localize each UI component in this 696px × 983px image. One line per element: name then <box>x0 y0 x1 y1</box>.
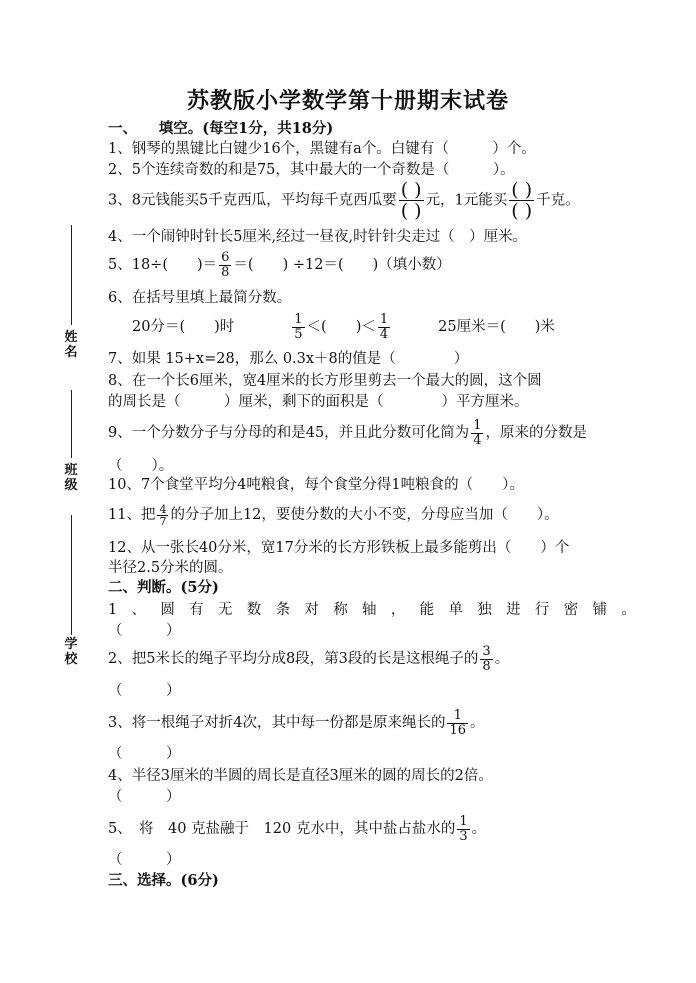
question-1-10: 10、7个食堂平均分4吨粮食，每个食堂分得1吨粮食的（ ）。 <box>108 477 524 493</box>
fraction-3-8: $\frac{3}{8}$ <box>482 643 491 674</box>
judgement-3: 3、将一根绳子对折4次，其中每一份都是原来绳长的 $\frac{1}{16}$ 。 <box>108 707 485 738</box>
question-1-11: 11、把 $\frac{4}{7}$ 的分子加上12，要使分数的大小不变，分母应当加（ ）。 <box>108 502 559 528</box>
q3-text-a: 3、8元钱能买5千克西瓜，平均每千克西瓜要 <box>108 192 397 209</box>
page-title: 苏教版小学数学第十册期末试卷 <box>186 88 509 114</box>
binding-line-middle <box>71 390 72 458</box>
judgement-2-answer: （ ） <box>108 683 181 699</box>
question-1-2: 2、5个连续奇数的和是75，其中最大的一个奇数是（ ）。 <box>108 162 515 178</box>
question-1-9: 9、一个分数分子与分母的和是45，并且此分数可化简为 $\frac{1}{4}$ ，原来的分数是 <box>108 417 587 448</box>
judgement-1: 1 、 圆 有 无 数 条 对 称 轴 ， 能 单 独 进 行 密 铺 。 <box>108 602 636 618</box>
judgement-5: 5、 将 40 克盐融于 120 克水中，其中盐占盐水的 $\frac{1}{3}$ 。 <box>108 813 487 844</box>
fraction-1-5: $\frac{1}{5}$ <box>294 311 303 342</box>
binding-line-bottom <box>71 515 72 635</box>
binding-line-top <box>71 225 72 325</box>
question-1-12-line-1: 12、从一张长40分米，宽17分米的长方形铁板上最多能剪出（ ）个 <box>108 540 570 556</box>
side-label-class: 班级 <box>64 463 78 493</box>
judgement-3-answer: （ ） <box>108 746 181 762</box>
side-label-school: 学校 <box>64 637 78 667</box>
side-label-name: 姓名 <box>64 330 78 360</box>
fraction-1-16: $\frac{1}{16}$ <box>449 707 466 738</box>
q3-blank-fraction-2: $\frac{( )}{( )}$ <box>511 179 533 222</box>
question-1-3 <box>108 180 648 221</box>
fraction-4-7: $\frac{4}{7}$ <box>159 502 167 528</box>
fraction-1-4: $\frac{1}{4}$ <box>379 311 389 342</box>
question-1-6-items: 20分＝( )时 $\frac{1}{5}$ ＜( )＜ $\frac{1}{4}$ 25厘米＝( )米 <box>132 311 555 342</box>
section-3-header: 三、选择。(6分) <box>108 872 219 889</box>
question-1-5: 5、18÷( )＝ $\frac{6}{8}$ ＝( ) ÷12＝( )（填小数） <box>108 249 451 280</box>
judgement-2: 2、把5米长的绳子平均分成8段，第3段的长是这根绳子的 $\frac{3}{8}$ 。 <box>108 643 510 674</box>
judgement-4: 4、半径3厘米的半圆的周长是直径3厘米的圆的周长的2倍。 <box>108 768 493 784</box>
question-1-8-line-1: 8、在一个长6厘米，宽4厘米的长方形里剪去一个最大的圆，这个圆 <box>108 373 542 389</box>
question-1-4: 4、一个闹钟时针长5厘米,经过一昼夜,时针针尖走过（ ）厘米。 <box>108 229 528 245</box>
q3-blank-fraction-1: $\frac{( )}{( )}$ <box>400 179 422 222</box>
judgement-4-answer: （ ） <box>108 789 181 805</box>
question-1-8-line-2: 的周长是（ ）厘米，剩下的面积是（ ）平方厘米。 <box>108 394 529 410</box>
section-2-header: 二、判断。(5分) <box>108 579 219 596</box>
question-1-1: 1、钢琴的黑键比白键少16个，黑键有a个。白键有（ ）个。 <box>108 141 536 157</box>
question-1-12-line-2: 半径2.5分米的圆。 <box>108 560 233 576</box>
fraction-1-4-q9: $\frac{1}{4}$ <box>473 417 482 448</box>
judgement-1-answer: （ ） <box>108 623 181 639</box>
fraction-6-8: $\frac{6}{8}$ <box>221 249 230 280</box>
q3-text-b: 元，1元能买 <box>425 192 508 209</box>
question-1-6: 6、在括号里填上最简分数。 <box>108 290 292 306</box>
q3-text-c: 千克。 <box>536 192 580 209</box>
question-1-9-line-2: （ ）。 <box>108 458 174 474</box>
fraction-1-3: $\frac{1}{3}$ <box>459 813 468 844</box>
judgement-5-answer: （ ） <box>108 852 181 868</box>
question-1-7: 7、如果 15+x=28，那么 0.3x＋8的值是（ ） <box>108 351 469 367</box>
section-1-header: 一、 填空。(每空1分，共18分) <box>108 120 334 137</box>
